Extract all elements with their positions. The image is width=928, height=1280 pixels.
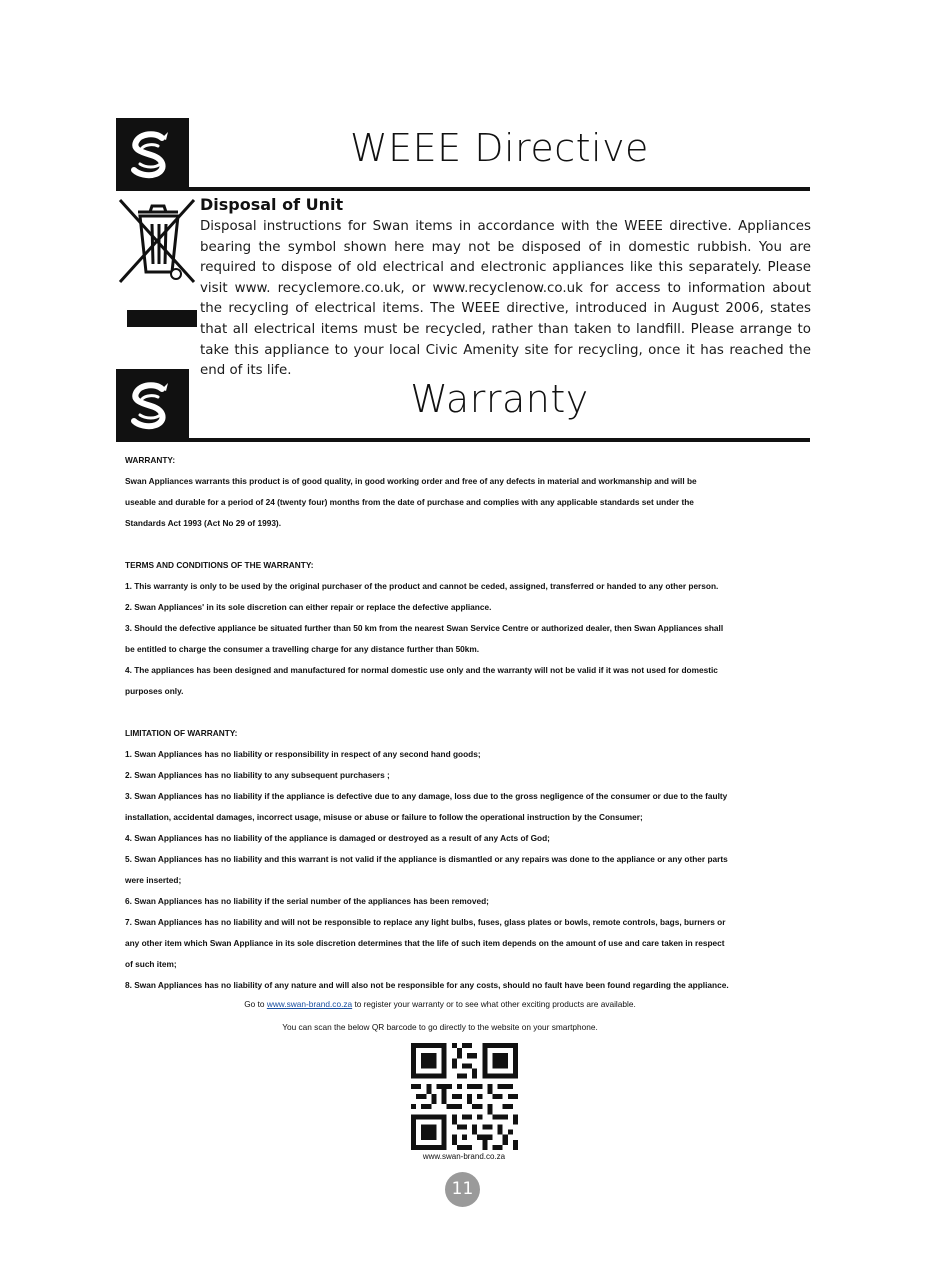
limitation-item: 6. Swan Appliances has no liability if the serial number of the appliances has been removed; <box>125 896 489 906</box>
disposal-heading: Disposal of Unit <box>200 195 344 214</box>
qr-caption: www.swan-brand.co.za <box>422 1152 506 1161</box>
limitation-item: 1. Swan Appliances has no liability or responsibility in respect of any second hand goods; <box>125 749 481 759</box>
terms-heading: TERMS AND CONDITIONS OF THE WARRANTY: <box>125 560 314 570</box>
swan-website-link[interactable]: www.swan-brand.co.za <box>266 999 353 1009</box>
warranty-title: Warranty <box>410 377 589 421</box>
warranty-heading: WARRANTY: <box>125 455 176 465</box>
limitation-item: 8. Swan Appliances has no liability of any nature and will also not be responsible for any costs, should no fault have been found regarding the appliance. <box>125 980 729 990</box>
qr-code-icon[interactable] <box>411 1043 518 1150</box>
limitation-item: were inserted; <box>125 875 182 885</box>
crossed-out-bin-icon <box>116 196 198 288</box>
warranty-intro-line: useable and durable for a period of 24 (twenty four) months from the date of purchase and complies with any applicable standards set under the <box>125 497 694 507</box>
limitation-item: of such item; <box>125 959 177 969</box>
limitation-heading: LIMITATION OF WARRANTY: <box>125 728 238 738</box>
limitation-item: any other item which Swan Appliance in its sole discretion determines that the life of such item depends on the amount of use and care taken in respect <box>125 938 725 948</box>
limitation-item: installation, accidental damages, incorrect usage, misuse or abuse or failure to follow the operational instruction by the Consumer; <box>125 812 643 822</box>
swan-logo-icon <box>116 118 189 191</box>
weee-title-rule <box>189 187 810 191</box>
register-suffix: to register your warranty or to see what other exciting products are available. <box>352 999 636 1009</box>
limitation-item: 7. Swan Appliances has no liability and will not be responsible to replace any light bulbs, fuses, glass plates or bowls, remote controls, bags, burners or <box>125 917 726 927</box>
terms-item: 3. Should the defective appliance be situated further than 50 km from the nearest Swan Service Centre or authorized dealer, then Swan Appliances shall <box>125 623 724 633</box>
scan-instruction: You can scan the below QR barcode to go directly to the website on your smartphone. <box>282 1022 598 1032</box>
warranty-intro-line: Standards Act 1993 (Act No 29 of 1993). <box>125 518 282 528</box>
disposal-text: Disposal instructions for Swan items in accordance with the WEEE directive. Appliances bearing the symbol shown here may not be disposed of in domestic rubbish. You are required to dispose of old electrical and electronic appliances like this separately. Please visit www. recyclemore.co.uk, or www.recyclenow.co.uk for access to information about the recycling of electrical items. The WEEE directive, introduced in August 2006, states that all electrical items must be recycled, rather than taken to landfill. Please arrange to take this appliance to your local Civic Amenity site for recycling, once it has reached the end of its life. <box>200 219 811 379</box>
register-prefix: Go to <box>244 999 267 1009</box>
limitation-item: 2. Swan Appliances has no liability to any subsequent purchasers ; <box>125 770 390 780</box>
weee-symbol-bar <box>127 310 197 327</box>
limitation-item: 3. Swan Appliances has no liability if the appliance is defective due to any damage, loss due to the gross negligence of the consumer or due to the faulty <box>125 791 728 801</box>
weee-title: WEEE Directive <box>350 126 649 170</box>
swan-logo-icon <box>116 369 189 442</box>
terms-item: 1. This warranty is only to be used by the original purchaser of the product and cannot be ceded, assigned, transferred or handed to any other person. <box>125 581 719 591</box>
warranty-title-rule <box>189 438 810 442</box>
warranty-intro-line: Swan Appliances warrants this product is of good quality, in good working order and free of any defects in material and workmanship and will be <box>125 476 697 486</box>
terms-item: purposes only. <box>125 686 184 696</box>
page-number: 11 <box>445 1172 480 1207</box>
limitation-item: 5. Swan Appliances has no liability and this warrant is not valid if the appliance is dismantled or any repairs was done to the appliance or any other parts <box>125 854 728 864</box>
terms-item: be entitled to charge the consumer a travelling charge for any distance further than 50km. <box>125 644 480 654</box>
warranty-body <box>125 450 805 996</box>
register-line <box>0 999 880 1009</box>
terms-item: 2. Swan Appliances' in its sole discretion can either repair or replace the defective appliance. <box>125 602 492 612</box>
limitation-item: 4. Swan Appliances has no liability of the appliance is damaged or destroyed as a result of any Acts of God; <box>125 833 550 843</box>
terms-item: 4. The appliances has been designed and manufactured for normal domestic use only and the warranty will not be valid if it was not used for domestic <box>125 665 718 675</box>
